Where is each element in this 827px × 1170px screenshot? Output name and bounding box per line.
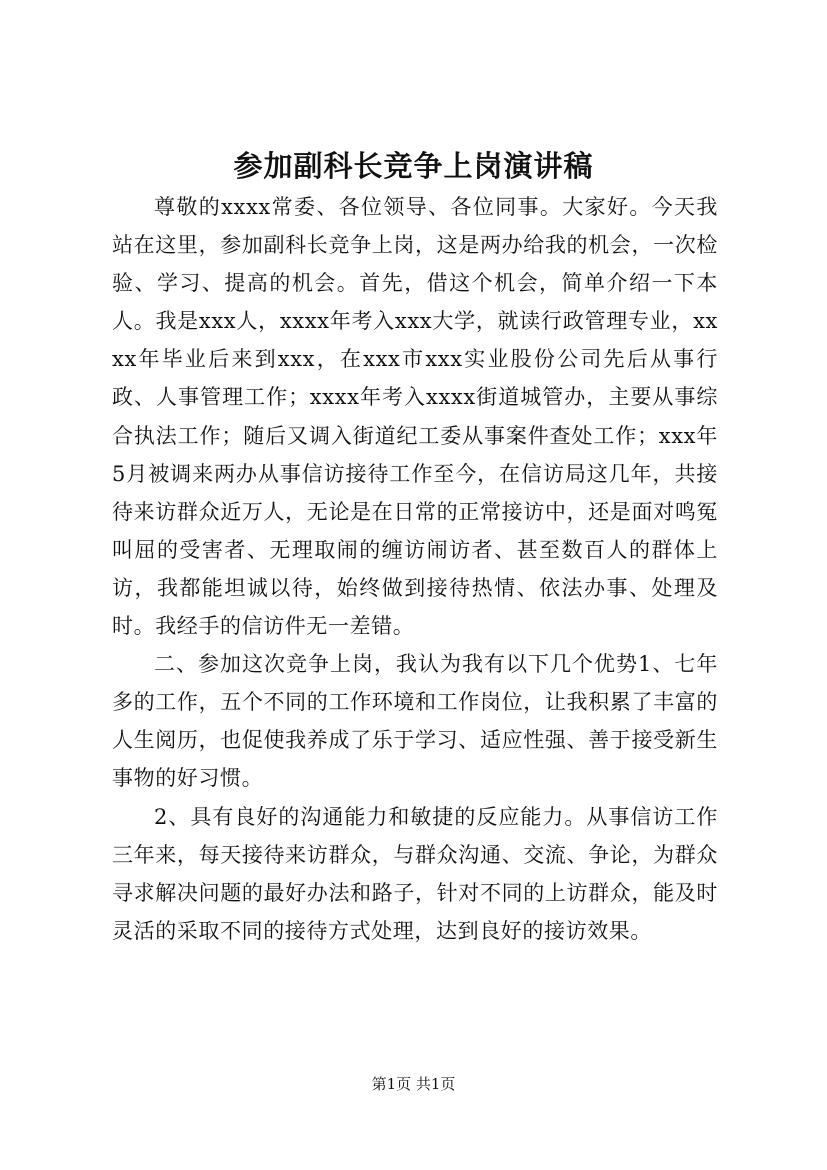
paragraph-advantage-1: 二、参加这次竞争上岗，我认为我有以下几个优势1、七年多的工作，五个不同的工作环境和工作岗位，让我积累了丰富的人生阅历，也促使我养成了乐于学习、适应性强、善于接受新生事物的好习惯。: [112, 652, 718, 791]
page-number: 第1页 共1页: [371, 1075, 456, 1093]
paragraph-advantage-2: 2、具有良好的沟通能力和敏捷的反应能力。从事信访工作三年来，每天接待来访群众，与群众沟通、交流、争论，为群众寻求解决问题的最好办法和路子，针对不同的上访群众，能及时灵活的采取不同的接待方式处理，达到良好的接访效果。: [112, 804, 718, 943]
document-title: 参加副科长竞争上岗演讲稿: [233, 149, 594, 183]
page-footer: [0, 1074, 827, 1094]
paragraph-intro: 尊敬的xxxx常委、各位领导、各位同事。大家好。今天我站在这里，参加副科长竞争上岗，这是两办给我的机会，一次检验、学习、提高的机会。首先，借这个机会，简单介绍一下本人。我是xxx人，xxxx年考入xxx大学，就读行政管理专业，xxxx年毕业后来到xxx，在xxx市xxx实业股份公司先后从事行政、人事管理工作；xxxx年考入xxxx街道城管办，主要从事综合执法工作；随后又调入街道纪工委从事案件查处工作；xxx年5月被调来两办从事信访接待工作至今，在信访局这几年，共接待来访群众近万人，无论是在日常的正常接访中，还是面对鸣冤叫屈的受害者、无理取闹的缠访闹访者、甚至数百人的群体上访，我都能坦诚以待，始终做到接待热情、依法办事、处理及时。我经手的信访件无一差错。: [112, 195, 718, 639]
document-body: [112, 188, 718, 950]
